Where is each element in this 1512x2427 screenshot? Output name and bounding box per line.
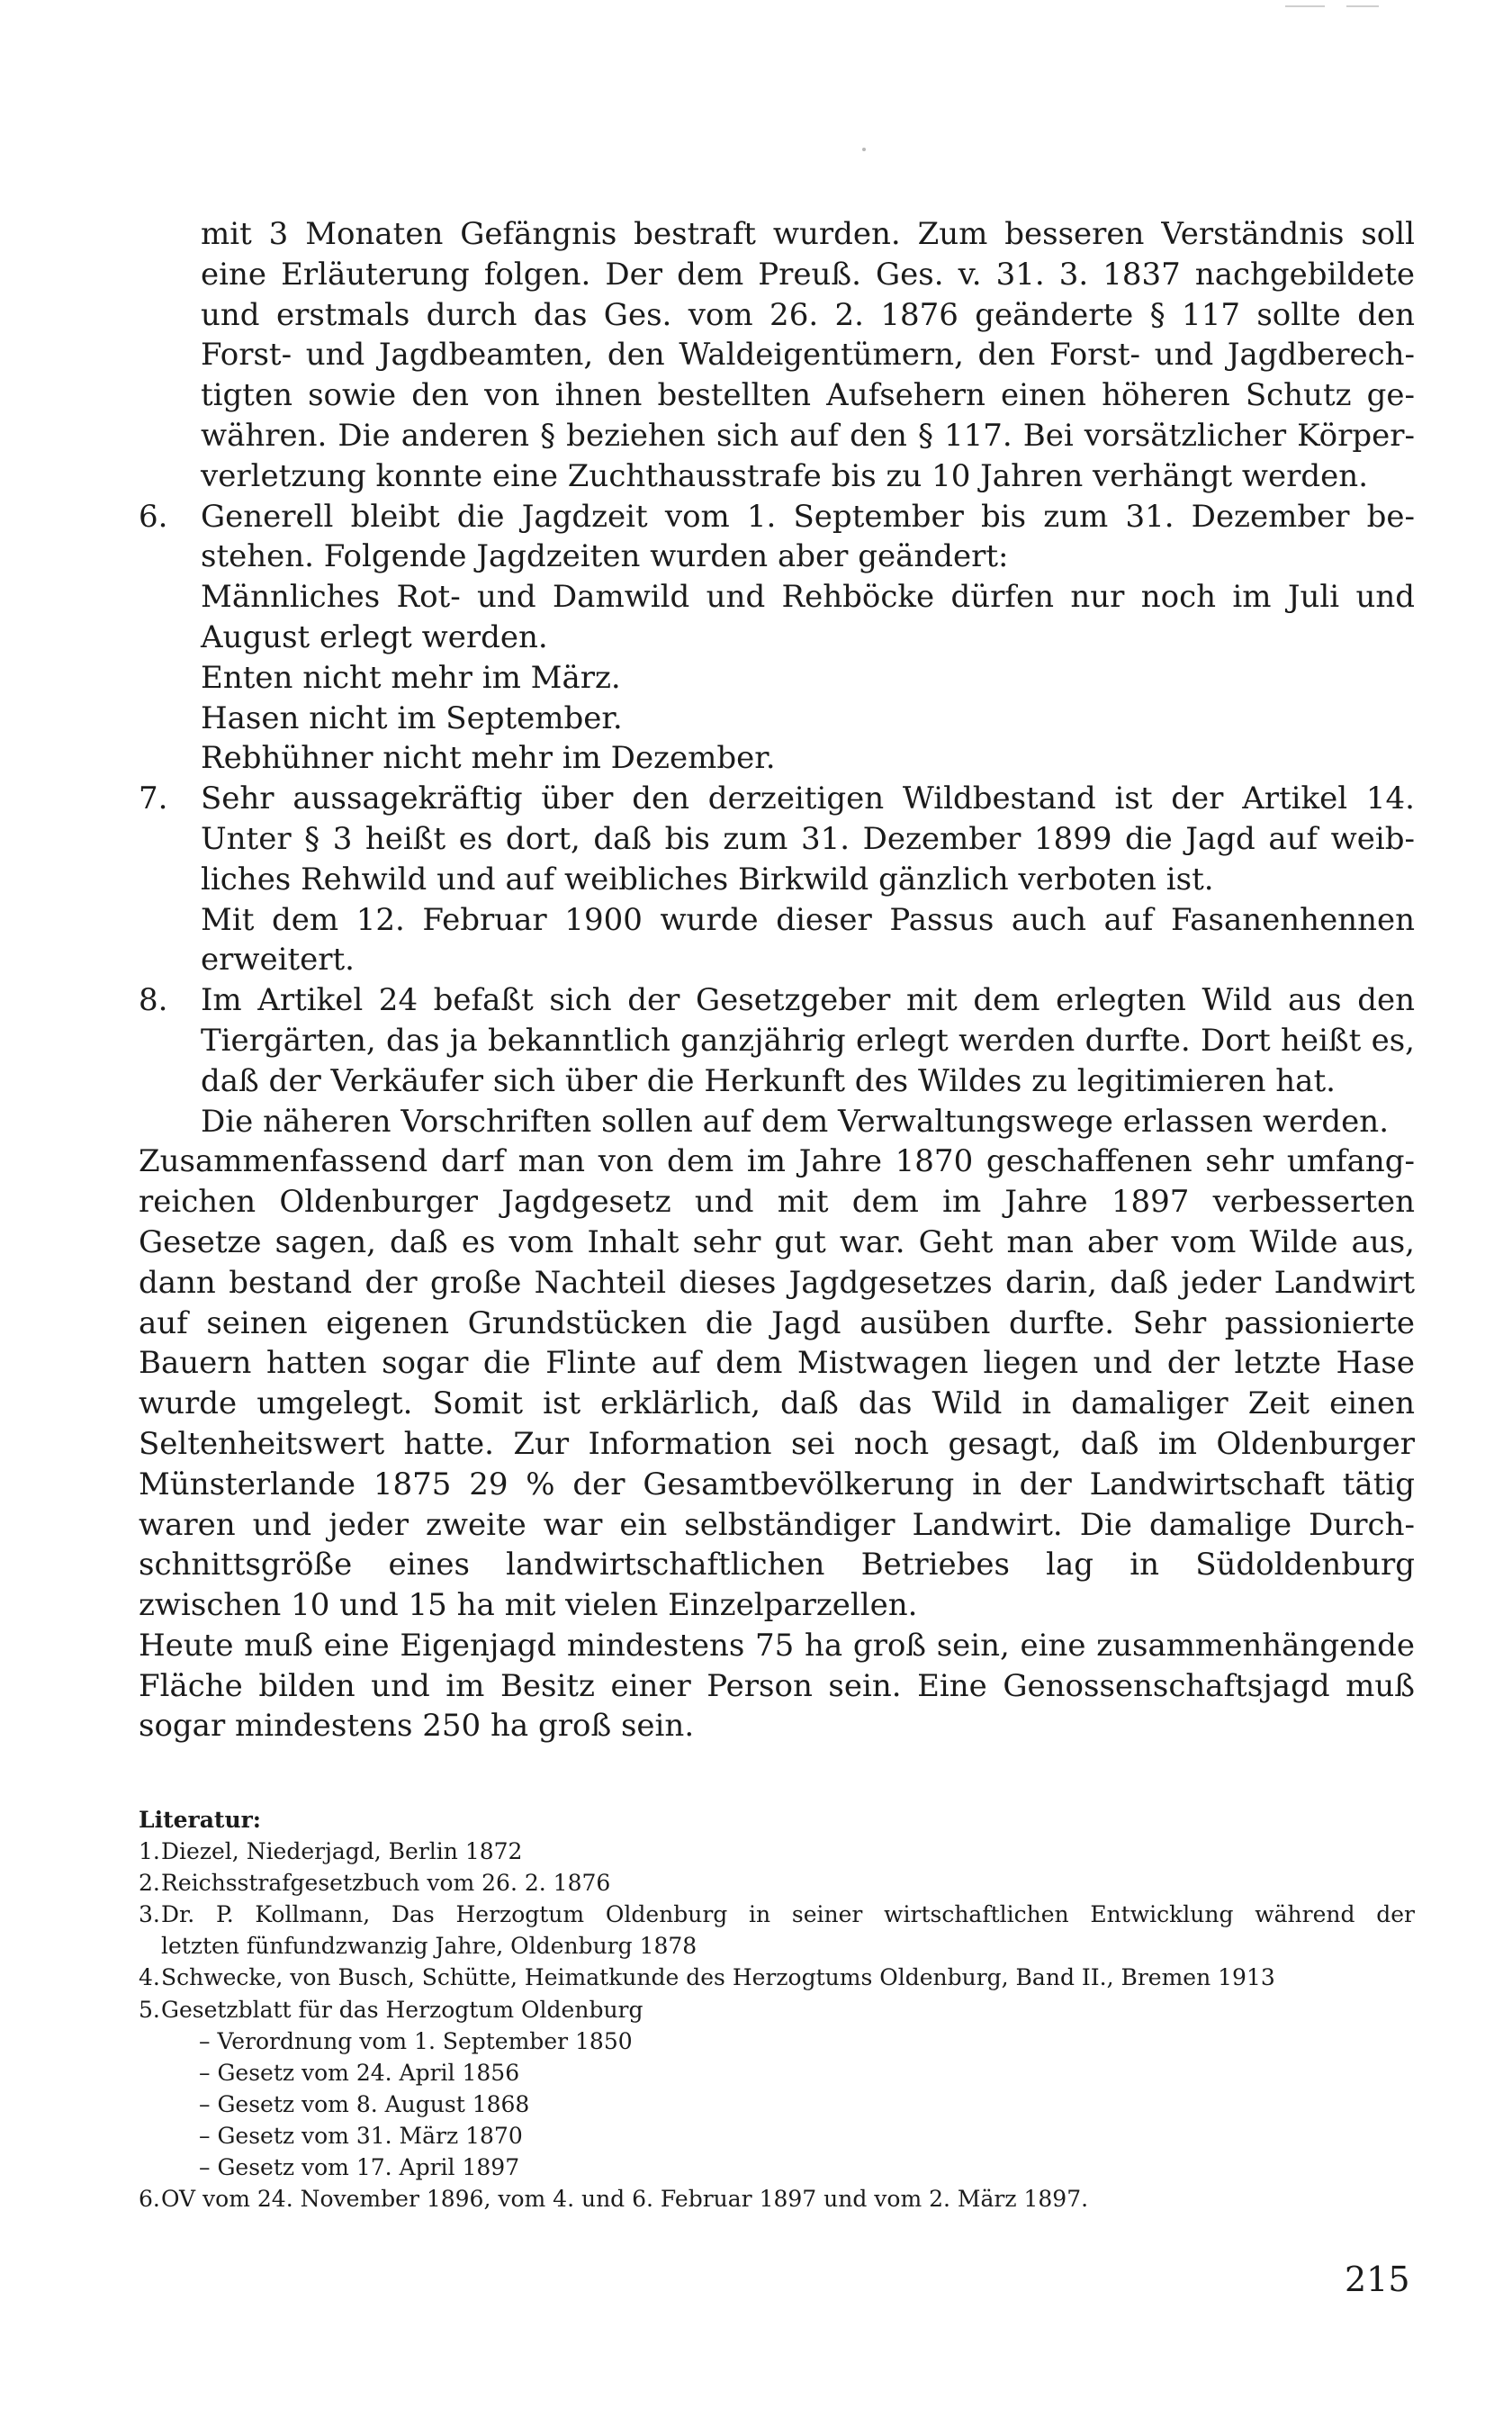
text-line: Hasen nicht im September.	[201, 699, 623, 736]
reference-sub-entry: – Gesetz vom 8. August 1868	[199, 2090, 530, 2117]
text-line: Mit dem 12. Februar 1900 wurde dieser Passus auch auf Fasanenhennen	[201, 901, 1415, 938]
reference-sub-entry: – Verordnung vom 1. September 1850	[199, 2027, 633, 2054]
text-line: mit 3 Monaten Gefängnis bestraft wurden. Zum besseren Verständnis soll	[201, 216, 1415, 252]
reference-item	[139, 1867, 1415, 1899]
numbered-item	[139, 980, 1415, 1141]
reference-text: Reichsstrafgesetzbuch vom 26. 2. 1876	[161, 1870, 611, 1897]
text-line: Im Artikel 24 befaßt sich der Gesetzgeber mit dem erlegten Wild aus den	[201, 982, 1415, 1019]
reference-item	[139, 1836, 1415, 1867]
text-line: Tiergärten, das ja bekanntlich ganzjährig erlegt werden durfte. Dort heißt es,	[201, 1022, 1415, 1059]
reference-text: Diezel, Niederjagd, Berlin 1872	[161, 1838, 523, 1865]
text-line: zwischen 10 und 15 ha mit vielen Einzelparzellen.	[139, 1587, 918, 1624]
reference-sub-entry: – Gesetz vom 24. April 1856	[199, 2059, 520, 2086]
reference-text: Dr. P. Kollmann, Das Herzogtum Oldenburg in seiner wirtschaftlichen Entwicklung während der	[161, 1901, 1415, 1928]
scan-artifact	[1346, 5, 1379, 7]
reference-item	[139, 1994, 1415, 2184]
item-paragraph	[201, 497, 1415, 578]
item-paragraph	[201, 980, 1415, 1101]
text-line: Zusammenfassend darf man von dem im Jahre 1870 geschaffenen sehr umfang-	[139, 1143, 1415, 1180]
literature-section	[139, 1804, 1415, 2215]
item-paragraph	[201, 738, 1415, 779]
reference-number: 4.	[139, 1964, 160, 1991]
text-line: waren und jeder zweite war ein selbständiger Landwirt. Die damalige Durch-	[139, 1506, 1415, 1543]
text-line: verletzung konnte eine Zuchthausstrafe bis zu 10 Jahren verhängt werden.	[201, 457, 1368, 494]
reference-sub-entry: – Gesetz vom 17. April 1897	[199, 2154, 520, 2181]
text-line: Rebhühner nicht mehr im Dezember.	[201, 740, 776, 777]
text-line: Gesetze sagen, daß es vom Inhalt sehr gut war. Geht man aber vom Wilde aus,	[139, 1223, 1415, 1260]
text-line: Heute muß eine Eigenjagd mindestens 75 ha groß sein, eine zusammenhängende	[139, 1627, 1415, 1664]
item-paragraph	[201, 900, 1415, 981]
item-number: 8.	[139, 982, 168, 1019]
text-line: Männliches Rot- und Damwild und Rehböcke dürfen nur noch im Juli und	[201, 579, 1415, 616]
summary-paragraph	[139, 1141, 1415, 1626]
item-number: 6.	[139, 498, 168, 535]
final-paragraph	[139, 1626, 1415, 1746]
text-line: Münsterlande 1875 29 % der Gesamtbevölkerung in der Landwirtschaft tätig	[139, 1466, 1415, 1502]
item-paragraph	[201, 1102, 1415, 1142]
text-line: währen. Die anderen § beziehen sich auf den § 117. Bei vorsätzlicher Körper-	[201, 417, 1415, 454]
text-line: reichen Oldenburger Jagdgesetz und mit dem im Jahre 1897 verbesserten	[139, 1184, 1415, 1221]
text-line: Generell bleibt die Jagdzeit vom 1. September bis zum 31. Dezember be-	[201, 498, 1415, 535]
text-line: Seltenheitswert hatte. Zur Information sei noch gesagt, daß im Oldenburger	[139, 1425, 1415, 1462]
text-line: dann bestand der große Nachteil dieses Jagdgesetzes darin, daß jeder Landwirt	[139, 1264, 1415, 1301]
text-line: August erlegt werden.	[201, 618, 548, 655]
reference-number: 6.	[139, 2186, 160, 2213]
numbered-item	[139, 779, 1415, 980]
text-line: stehen. Folgende Jagdzeiten wurden aber geändert:	[201, 538, 1009, 575]
reference-text: Gesetzblatt für das Herzogtum Oldenburg	[161, 1996, 644, 2023]
main-text	[139, 214, 1415, 1746]
intro-paragraph	[139, 214, 1415, 497]
numbered-item	[139, 497, 1415, 780]
text-line: tigten sowie den von ihnen bestellten Aufsehern einen höheren Schutz ge-	[201, 377, 1415, 414]
item-paragraph	[201, 779, 1415, 899]
reference-text: letzten fünfundzwanzig Jahre, Oldenburg 1878	[161, 1933, 698, 1960]
reference-number: 2.	[139, 1870, 160, 1897]
reference-text: OV vom 24. November 1896, vom 4. und 6. Februar 1897 und vom 2. März 1897.	[161, 2186, 1089, 2213]
reference-number: 3.	[139, 1901, 160, 1928]
reference-sub-entry: – Gesetz vom 31. März 1870	[199, 2122, 523, 2149]
text-line: auf seinen eigenen Grundstücken die Jagd ausüben durfte. Sehr passionierte	[139, 1304, 1415, 1341]
scan-artifact	[1285, 5, 1325, 7]
scan-artifact	[862, 148, 866, 151]
text-line: sogar mindestens 250 ha groß sein.	[139, 1708, 695, 1745]
item-paragraph	[201, 577, 1415, 658]
reference-number: 5.	[139, 1996, 160, 2023]
text-line: Bauern hatten sogar die Flinte auf dem Mistwagen liegen und der letzte Hase	[139, 1345, 1415, 1382]
text-line: Die näheren Vorschriften sollen auf dem Verwaltungswege erlassen werden.	[201, 1103, 1390, 1140]
text-line: Enten nicht mehr im März.	[201, 659, 621, 696]
text-line: wurde umgelegt. Somit ist erklärlich, daß das Wild in damaliger Zeit einen	[139, 1385, 1415, 1422]
text-line: Forst- und Jagdbeamten, den Waldeigentümern, den Forst- und Jagdberech-	[201, 337, 1415, 374]
item-number: 7.	[139, 780, 168, 817]
reference-text: Schwecke, von Busch, Schütte, Heimatkunde des Herzogtums Oldenburg, Band II., Bremen 1913	[161, 1964, 1275, 1991]
page-number: 215	[1345, 2260, 1410, 2299]
item-paragraph	[201, 658, 1415, 699]
reference-item	[139, 1962, 1415, 1993]
literature-heading: Literatur:	[139, 1807, 262, 1833]
text-line: daß der Verkäufer sich über die Herkunft des Wildes zu legitimieren hat.	[201, 1062, 1336, 1099]
reference-item	[139, 2183, 1415, 2215]
text-line: Sehr aussagekräftig über den derzeitigen Wildbestand ist der Artikel 14.	[201, 780, 1415, 817]
text-line: schnittsgröße eines landwirtschaftlichen Betriebes lag in Südoldenburg	[139, 1547, 1415, 1583]
text-line: Fläche bilden und im Besitz einer Person sein. Eine Genossenschaftsjagd muß	[139, 1667, 1415, 1704]
text-line: liches Rehwild und auf weibliches Birkwild gänzlich verboten ist.	[201, 861, 1214, 898]
reference-item	[139, 1899, 1415, 1962]
text-line: eine Erläuterung folgen. Der dem Preuß. Ges. v. 31. 3. 1837 nachgebildete	[201, 256, 1415, 293]
item-paragraph	[201, 699, 1415, 739]
text-line: erweitert.	[201, 942, 355, 979]
text-line: Unter § 3 heißt es dort, daß bis zum 31. Dezember 1899 die Jagd auf weib-	[201, 820, 1415, 857]
reference-number: 1.	[139, 1838, 160, 1865]
text-line: und erstmals durch das Ges. vom 26. 2. 1876 geänderte § 117 sollte den	[201, 296, 1415, 333]
